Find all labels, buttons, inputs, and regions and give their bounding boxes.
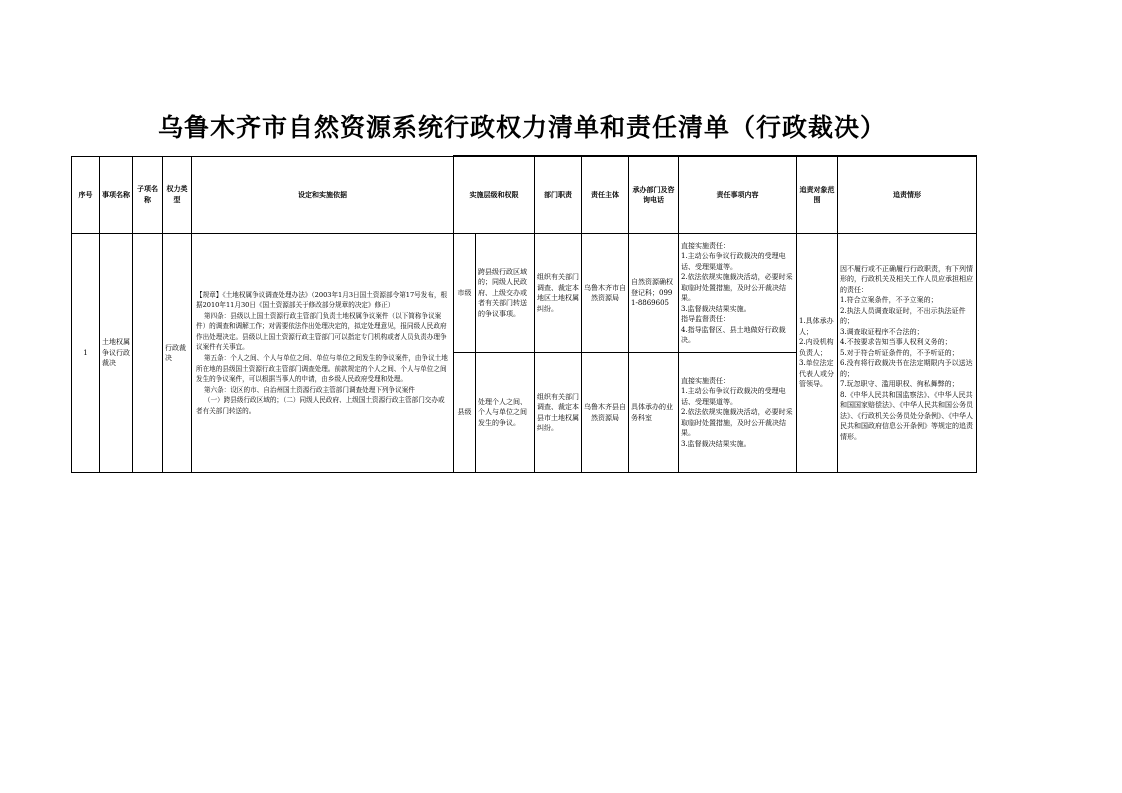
cell-power-type: 行政裁决 [163,234,192,473]
cell-accountability: 因不履行或不正确履行行政职责，有下列情形的，行政机关及相关工作人员应承担相应的责任： 1.符合立案条件，不予立案的； 2.执法人员调查取证时，不出示执法证件的； 3.调查取证程序不合法的； 4.不按要求告知当事人权利义务的； 5.对于符合听证条件的，不予听证的； 6.没有将行政裁决书在法定期限内予以送达的； 7.玩忽职守、滥用职权、徇私舞弊的； 8.《中华人民共和国监察法》、《中华人民共和国国家赔偿法》、《中华人民共和国公务员法》、《行政机关公务员处分条例》、《中华人民共和国政府信息公开条例》等规定的追责情形。 [838,234,977,473]
header-item-name: 事项名称 [100,156,133,234]
cell-dept-duty-county: 组织有关部门调查、裁定本县市土地权属纠纷。 [535,353,582,473]
basis-paragraph: 【规章】《土地权属争议调查处理办法》（2003年1月3日国土资源部令第17号发布，根据2010年11月30日《国土资源部关于修改部分规章的决定》修正） [196,290,448,310]
cell-basis [192,234,454,473]
header-scope: 追责对象范围 [797,156,838,234]
header-duty-content: 责任事项内容 [679,156,797,234]
basis-paragraph: 第四条：县级以上国土资源行政主管部门负责土地权属争议案件（以下简称争议案件）的调查和调解工作；对需要依法作出处理决定的，拟定处理意见，报同级人民政府作出处理决定。县级以上国土资源行政主管部门可以指定专门机构或者人员负责办理争议案件有关事宜。 [196,311,447,352]
header-dept-duty: 部门职责 [535,156,582,234]
header-contact: 承办部门及咨询电话 [629,156,679,234]
cell-dept-duty-city: 组织有关部门调查、裁定本地区土地权属纠纷。 [535,234,582,353]
header-accountability: 追责情形 [838,156,977,234]
header-power-type: 权力类型 [163,156,192,234]
cell-scope: 1.具体承办人； 2.内设机构负责人； 3.单位法定代表人或分管领导。 [797,234,838,473]
cell-authority-city: 跨县级行政区域的；同级人民政府、上级交办或者有关部门转送的争议事项。 [476,234,535,353]
basis-paragraph: （一）跨县级行政区域的；（二）同级人民政府、上级国土资源行政主管部门交办或者有关部门转送的。 [196,396,445,415]
table-row [72,234,977,353]
basis-paragraph: 第六条：设区的市、自治州国土资源行政主管部门调查处理下列争议案件 [203,385,415,394]
header-basis: 设定和实施依据 [192,156,454,234]
cell-level-county: 县级 [454,353,476,473]
cell-duty-content-county: 直接实施责任： 1.主动公布争议行政裁决的受理电话、受理渠道等。 2.依法依规实施裁决活动，必要时采取临时处置措施，及时公开裁决结果。 3.监督裁决结果实施。 [679,353,797,473]
header-level: 实施层级和权限 [454,156,535,234]
power-list-table [71,155,977,473]
header-seq: 序号 [72,156,100,234]
cell-item-name: 土地权属争议行政裁决 [100,234,133,473]
header-sub-item-name: 子项名称 [133,156,163,234]
header-row [72,156,977,234]
cell-sub-item-name [133,234,163,473]
cell-authority-county: 处理个人之间、个人与单位之间发生的争议。 [476,353,535,473]
cell-contact-county: 具体承办的业务科室 [629,353,679,473]
cell-subject-city: 乌鲁木齐市自然资源局 [582,234,629,353]
cell-subject-county: 乌鲁木齐县自然资源局 [582,353,629,473]
header-subject: 责任主体 [582,156,629,234]
cell-seq: 1 [72,234,100,473]
page-title: 乌鲁木齐市自然资源系统行政权力清单和责任清单（行政裁决） [157,113,886,142]
cell-duty-content-city: 直接实施责任： 1.主动公布争议行政裁决的受理电话、受理渠道等。 2.依法依规实施裁决活动，必要时采取临时处置措施，及时公开裁决结果。 3.监督裁决结果实施。 指导监督责任： 4.指导监督区、县土地做好行政裁决。 [679,234,797,353]
basis-paragraph: 第五条：个人之间、个人与单位之间、单位与单位之间发生的争议案件，由争议土地所在地的县级国土资源行政主管部门调查处理。前款规定的个人之间、个人与单位之间发生的争议案件，可以根据当事人的申请，由乡级人民政府受理和处理。 [196,354,448,384]
cell-contact-city: 自然资源确权登记科；0991-8869605 [629,234,679,353]
cell-level-city: 市级 [454,234,476,353]
